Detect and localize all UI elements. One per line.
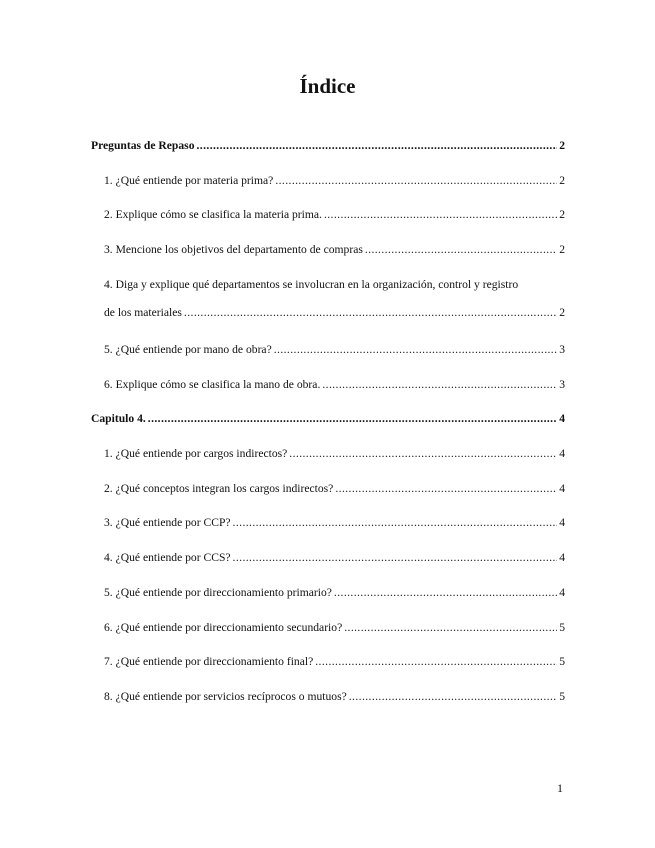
toc-entry-mano-de-obra[interactable] — [104, 343, 565, 357]
toc-page-number: 2 — [559, 139, 565, 152]
toc-leader-dots — [334, 586, 557, 600]
toc-page-number: 4 — [559, 447, 565, 460]
toc-leader-dots — [335, 482, 557, 496]
toc-page-number: 4 — [559, 482, 565, 495]
toc-entry-label: 6. ¿Qué entiende por direccionamiento secundario? — [104, 621, 343, 634]
toc-entry-cargos-indirectos[interactable] — [104, 447, 565, 461]
toc-entry-label: Preguntas de Repaso — [91, 139, 195, 152]
toc-entry-departamentos-involucrados[interactable] — [104, 278, 565, 320]
toc-entry-label-line1: 4. Diga y explique qué departamentos se involucran en la organización, control y registro — [104, 278, 519, 291]
toc-entry-label: 6. Explique cómo se clasifica la mano de obra. — [104, 378, 321, 391]
toc-page-number: 4 — [559, 586, 565, 599]
toc-entry-label: Capitulo 4. — [91, 412, 146, 425]
toc-page-number: 2 — [559, 174, 565, 187]
toc-leader-dots — [197, 139, 558, 153]
page-title: Índice — [299, 74, 356, 98]
toc-leader-dots — [322, 378, 557, 392]
toc-entry-label: 2. Explique cómo se clasifica la materia prima. — [104, 208, 322, 221]
toc-leader-dots — [315, 655, 557, 669]
toc-entry-ccp[interactable] — [104, 516, 565, 530]
toc-entry-materia-prima[interactable] — [104, 174, 565, 188]
toc-entry-label: 1. ¿Qué entiende por cargos indirectos? — [104, 447, 288, 460]
toc-leader-dots — [184, 306, 557, 320]
toc-entry-label: 2. ¿Qué conceptos integran los cargos indirectos? — [104, 482, 334, 495]
toc-entry-clasifica-mano-de-obra[interactable] — [104, 378, 565, 392]
toc-entry-label: 5. ¿Qué entiende por mano de obra? — [104, 343, 272, 356]
toc-entry-direccionamiento-primario[interactable] — [104, 586, 565, 600]
toc-leader-dots — [275, 174, 557, 188]
toc-page-number: 2 — [559, 243, 565, 256]
toc-leader-dots — [274, 343, 557, 357]
toc-leader-dots — [365, 243, 557, 257]
toc-entry-capitulo-4[interactable] — [91, 412, 565, 426]
toc-page-number: 5 — [559, 621, 565, 634]
toc-entry-label: 7. ¿Qué entiende por direccionamiento final? — [104, 655, 314, 668]
page-number: 1 — [557, 781, 563, 795]
toc-entry-direccionamiento-final[interactable] — [104, 655, 565, 669]
toc-leader-dots — [344, 621, 557, 635]
toc-entry-label: 4. ¿Qué entiende por CCS? — [104, 551, 231, 564]
toc-page-number: 4 — [559, 551, 565, 564]
toc-leader-dots — [233, 516, 558, 530]
toc-page-number: 3 — [559, 343, 565, 356]
toc-entry-direccionamiento-secundario[interactable] — [104, 621, 565, 635]
toc-entry-conceptos-cargos-indirectos[interactable] — [104, 482, 565, 496]
toc-page-number: 2 — [559, 306, 565, 319]
toc-entry-label: 3. Mencione los objetivos del departamento de compras — [104, 243, 363, 256]
toc-page-number: 5 — [559, 690, 565, 703]
toc-entry-objetivos-compras[interactable] — [104, 243, 565, 257]
toc-page-number: 2 — [559, 208, 565, 221]
toc-entry-ccs[interactable] — [104, 551, 565, 565]
toc-page-number: 4 — [559, 412, 565, 425]
toc-page-number: 3 — [559, 378, 565, 391]
toc-leader-dots — [233, 551, 558, 565]
toc-leader-dots — [324, 208, 557, 222]
toc-leader-dots — [349, 690, 557, 704]
toc-entry-label: 5. ¿Qué entiende por direccionamiento primario? — [104, 586, 332, 599]
toc-leader-dots — [289, 447, 557, 461]
toc-entry-servicios-reciprocos[interactable] — [104, 690, 565, 704]
toc-entry-label-line2: de los materiales — [104, 306, 182, 319]
toc-entry-label: 3. ¿Qué entiende por CCP? — [104, 516, 231, 529]
toc-entry-clasifica-materia-prima[interactable] — [104, 208, 565, 222]
toc-page-number: 4 — [559, 516, 565, 529]
toc-entry-preguntas-de-repaso[interactable] — [91, 139, 565, 153]
toc-entry-label: 1. ¿Qué entiende por materia prima? — [104, 174, 274, 187]
toc-leader-dots — [148, 412, 557, 426]
toc-page-number: 5 — [559, 655, 565, 668]
toc-entry-label: 8. ¿Qué entiende por servicios recíprocos o mutuos? — [104, 690, 347, 703]
